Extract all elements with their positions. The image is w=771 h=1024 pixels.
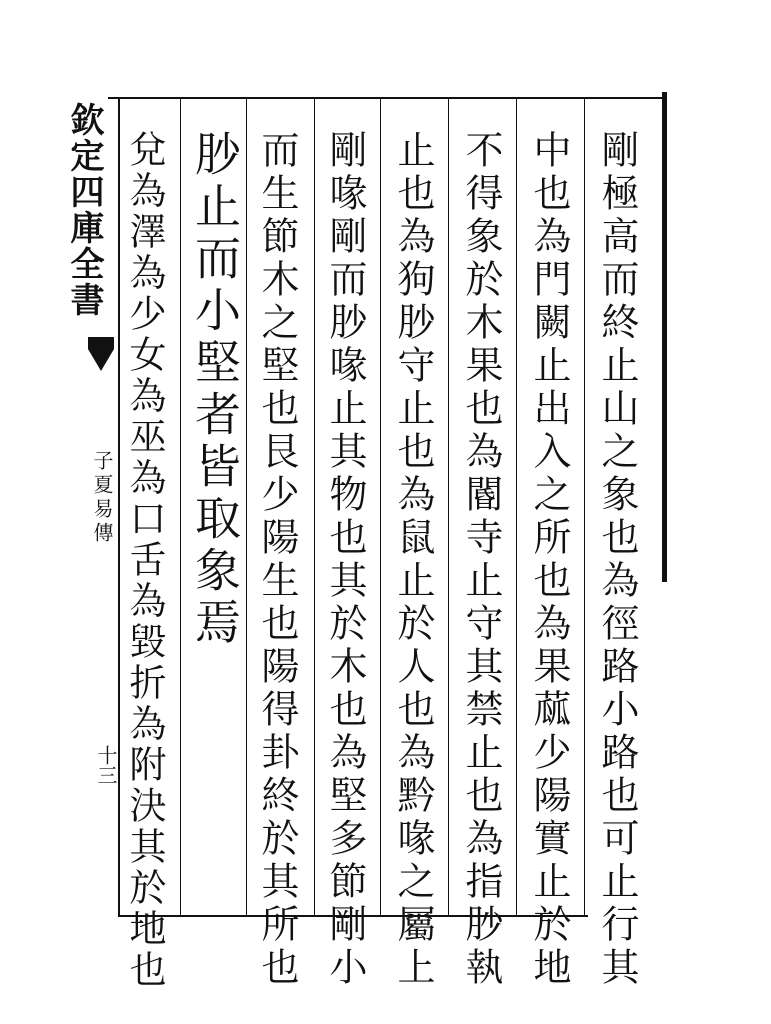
text-column-7: 䏚止而小堅者皆取象焉 [188,130,242,650]
text-column-6: 而生節木之堅也艮少陽生也陽得卦終於其所也 [255,130,299,990]
column-divider [584,97,585,917]
book-title: 欽定四庫全書 [64,102,104,318]
text-column-1: 剛極高而終止山之象也為徑路小路也可止行其 [595,130,639,990]
page-number: 十三 [94,745,118,785]
text-column-8: 兌為澤為少女為巫為口舌為毀折為附決其於地也 [123,130,166,991]
left-border [118,97,120,917]
column-divider [180,97,181,917]
column-divider [448,97,449,917]
text-column-3: 不得象於木果也為閽寺止守其禁止也為指䏚執 [459,130,503,990]
top-border [108,97,664,99]
column-divider [380,97,381,917]
chapter-subtitle: 子夏易傳 [90,450,114,546]
column-divider [314,97,315,917]
column-divider [246,97,247,917]
right-border [662,92,667,582]
text-column-2: 中也為門闕止出入之所也為果蓏少陽實止於地 [527,130,571,990]
column-divider [516,97,517,917]
fish-tail-mark [86,335,116,375]
text-column-4: 止也為狗䏚守止也為鼠止於人也為黔喙之屬上 [391,130,435,990]
text-column-5: 剛喙剛而䏚喙止其物也其於木也為堅多節剛小 [323,130,367,990]
